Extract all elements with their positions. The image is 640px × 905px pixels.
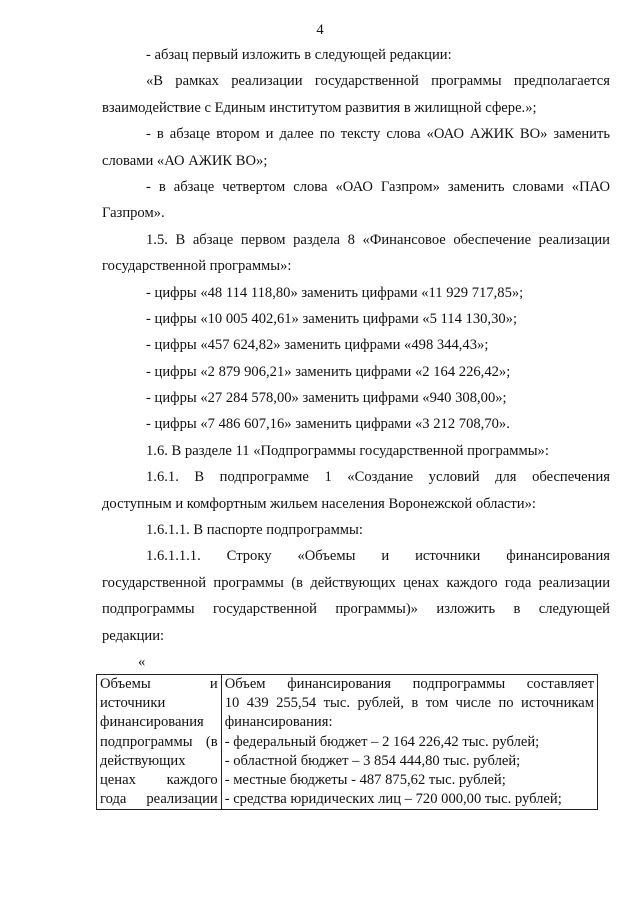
text-line: «В рамках реализации государственной программы предполагается [146,73,610,90]
text-line: доступным и комфортным жильем населения Воронежской области»: [102,495,536,512]
cell-line: финансирования [100,714,204,731]
text-line: - абзац первый изложить в следующей редакции: [146,47,452,63]
text-line: - цифры «2 879 906,21» заменить цифрами «2 164 226,42»; [146,363,511,380]
text-line: - цифры «27 284 578,00» заменить цифрами «940 308,00»; [146,390,507,407]
text-line: словами «АО АЖИК ВО»; [102,152,268,169]
text-line: государственной программы»: [102,258,292,275]
cell-line: источники [100,695,166,712]
cell-line: 10 439 255,54 тыс. рублей, в том числе по источникам [224,695,594,712]
text-line: 1.5. В абзаце первом раздела 8 «Финансовое обеспечение реализации [146,231,610,248]
text-line: - цифры «7 486 607,16» заменить цифрами «3 212 708,70». [146,416,510,433]
cell-line: ценах каждого [100,771,218,788]
text-line: - цифры «48 114 118,80» заменить цифрами «11 929 717,85»; [146,284,524,301]
text-line: 1.6.1.1.1. Строку «Объемы и источники финансирования [146,548,610,565]
text-line: 1.6.1.1. В паспорте подпрограммы: [146,522,363,539]
text-line: редакции: [102,627,165,644]
cell-line: Объемы и [100,676,218,692]
text-line: взаимодействие с Единым институтом развития в жилищной сфере.»; [102,99,537,116]
table-cell-value [221,675,597,810]
text-line: 1.6.1. В подпрограмме 1 «Создание условий для обеспечения [146,469,610,486]
text-line: - в абзаце четвертом слова «ОАО Газпром» заменить словами «ПАО [146,178,610,195]
cell-line: Объем финансирования подпрограммы составляет [224,676,594,692]
text-line: подпрограммы государственной программы)» изложить в следующей [102,601,610,618]
cell-line: года реализации [100,791,218,808]
opening-quote: « [138,653,146,670]
cell-line: - областной бюджет – 3 854 444,80 тыс. рублей; [224,752,521,769]
text-line: Газпром». [102,205,165,222]
cell-line: финансирования: [224,714,333,731]
text-line: государственной программы (в действующих ценах каждого года реализации [102,574,610,591]
table-row [97,675,598,810]
table-cell-label [97,675,222,810]
cell-line: - местные бюджеты - 487 875,62 тыс. рублей; [224,771,506,788]
page-number: 4 [316,22,324,38]
text-line: 1.6. В разделе 11 «Подпрограммы государственной программы»: [146,442,549,459]
financing-table [96,674,598,810]
text-line: - в абзаце втором и далее по тексту слова «ОАО АЖИК ВО» заменить [146,126,610,143]
text-line: - цифры «457 624,82» заменить цифрами «498 344,43»; [146,337,489,354]
document-body [102,42,610,675]
cell-line: подпрограммы (в [100,733,218,750]
cell-line: действующих [100,752,186,769]
cell-line: - средства юридических лиц – 720 000,00 тыс. рублей; [224,791,562,808]
cell-line: - федеральный бюджет – 2 164 226,42 тыс. рублей; [224,733,540,750]
text-line: - цифры «10 005 402,61» заменить цифрами «5 114 130,30»; [146,310,518,327]
